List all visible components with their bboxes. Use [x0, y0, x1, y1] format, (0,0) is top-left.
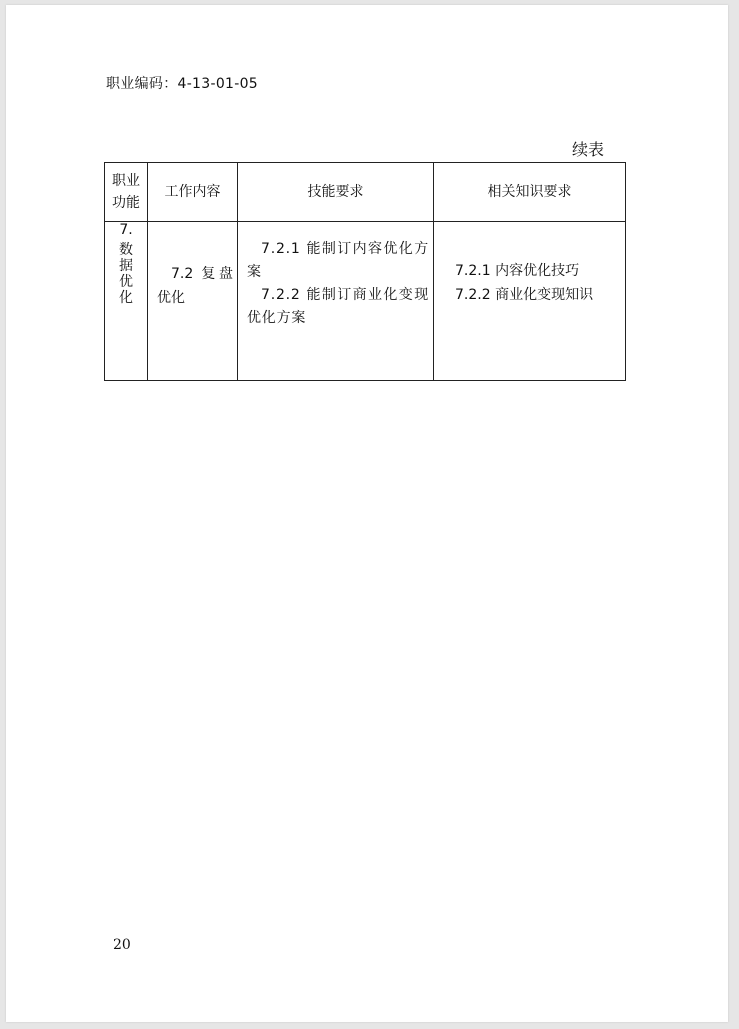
function-number: 7.	[119, 222, 133, 238]
knowledge-item: 7.2.1 内容优化技巧	[455, 263, 580, 279]
table-header-row	[105, 163, 626, 222]
continued-label: 续表	[572, 140, 605, 159]
header-function: 职业功能	[105, 163, 148, 222]
work-content-cell: 7.2 复盘优化	[148, 222, 238, 381]
function-char: 化	[119, 290, 133, 306]
knowledge-item: 7.2.2 商业化变现知识	[455, 287, 594, 303]
skill-item: 7.2.2 能制订商业化变现优化方案	[247, 287, 429, 326]
table-row	[105, 222, 626, 381]
function-char: 数	[119, 242, 133, 258]
function-cell	[105, 222, 148, 381]
skill-item: 7.2.1 能制订内容优化方案	[247, 241, 429, 280]
requirements-table	[104, 162, 626, 381]
document-page	[6, 5, 728, 1022]
function-char: 据	[119, 258, 133, 274]
function-char: 优	[119, 274, 133, 290]
header-work-content: 工作内容	[148, 163, 238, 222]
skills-cell	[238, 222, 434, 381]
header-knowledge: 相关知识要求	[434, 163, 626, 222]
page-number: 20	[113, 937, 131, 953]
occupation-code: 职业编码：4-13-01-05	[106, 76, 259, 92]
knowledge-cell	[434, 222, 626, 381]
header-skills: 技能要求	[238, 163, 434, 222]
